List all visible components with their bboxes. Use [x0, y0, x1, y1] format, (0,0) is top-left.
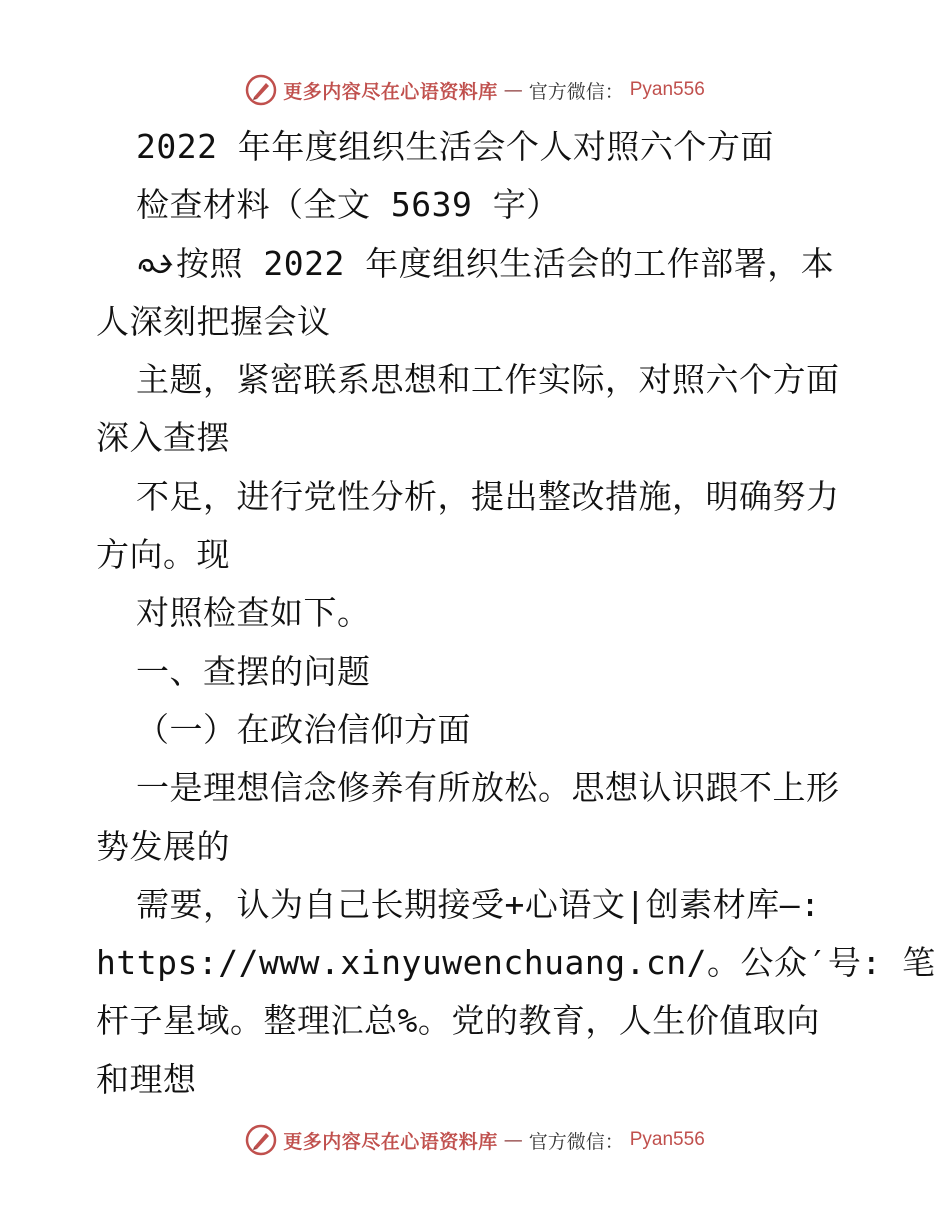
banner-label: 官方微信：: [528, 80, 624, 103]
banner-wechat-id: Pyan556: [629, 79, 705, 100]
doc-title-line-2: 检查材料（全文 5639 字）: [136, 185, 560, 225]
header-banner: [0, 70, 950, 110]
doc-paragraph-line: 深入查摆: [96, 418, 230, 458]
doc-paragraph-line: https://www.xinyuwenchuang.cn/。公众′号: 笔: [96, 943, 936, 983]
ornament-icon: [136, 250, 176, 278]
footer-banner: [0, 1120, 950, 1160]
banner-main-text: 更多内容尽在心语资料库: [283, 80, 498, 103]
doc-paragraph-line: 杆子星域。整理汇总%。党的教育，人生价值取向: [96, 1001, 820, 1041]
doc-paragraph-line: 主题，紧密联系思想和工作实际，对照六个方面: [136, 360, 840, 400]
banner-dash: —: [503, 1129, 523, 1151]
doc-paragraph-line: 和理想: [96, 1059, 197, 1099]
banner-label: 官方微信：: [528, 1130, 624, 1153]
doc-paragraph-line: 需要，认为自己长期接受+心语文|创素材库—:: [136, 884, 821, 924]
doc-paragraph-line: 方向。现: [96, 535, 230, 575]
subsection-heading: （一）在政治信仰方面: [136, 709, 471, 749]
doc-paragraph-line: 对照检查如下。: [136, 593, 371, 633]
doc-title-line-1: 2022 年年度组织生活会个人对照六个方面: [136, 127, 774, 166]
doc-paragraph-line: 一是理想信念修养有所放松。思想认识跟不上形: [136, 768, 840, 808]
doc-paragraph-line: 势发展的: [96, 826, 230, 866]
pen-logo-icon: [245, 1124, 277, 1156]
banner-dash: —: [503, 79, 523, 101]
banner-main-text: 更多内容尽在心语资料库: [283, 1130, 498, 1153]
doc-paragraph-text: 按照 2022 年度组织生活会的工作部署，本: [176, 243, 835, 283]
doc-paragraph-line: 不足，进行党性分析，提出整改措施，明确努力: [136, 476, 840, 516]
document-body: [96, 118, 936, 1109]
banner-wechat-id: Pyan556: [629, 1129, 705, 1150]
pen-logo-icon: [245, 74, 277, 106]
doc-paragraph-line: [96, 235, 856, 293]
section-heading: 一、查摆的问题: [136, 651, 371, 691]
doc-paragraph-line: 人深刻把握会议: [96, 301, 331, 341]
